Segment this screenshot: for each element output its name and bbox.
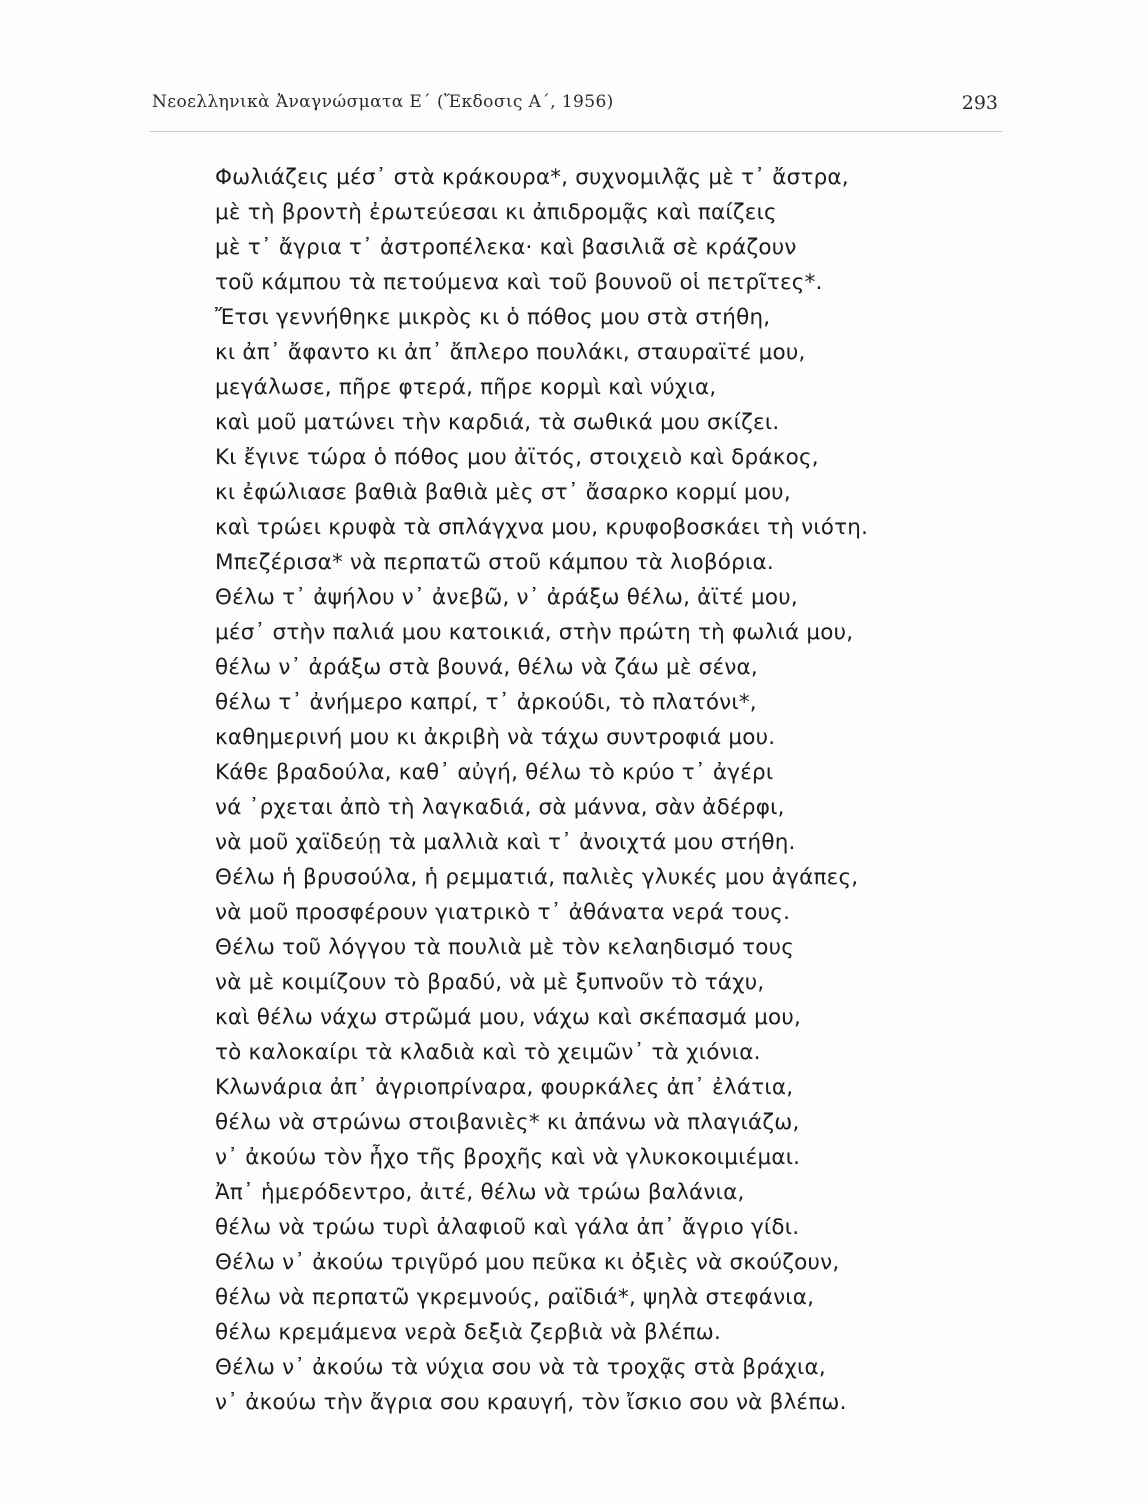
poem-line: Θέλω ν᾽ ἀκούω τριγῦρό μου πεῦκα κι ὀξιὲς νὰ σκούζουν, <box>215 1250 840 1275</box>
poem-line: Ἀπ᾽ ἡμερόδεντρο, ἀιτέ, θέλω νὰ τρώω βαλάνια, <box>215 1180 745 1205</box>
poem-line: θέλω ν᾽ ἀράξω στὰ βουνά, θέλω νὰ ζάω μὲ σένα, <box>215 655 758 680</box>
poem-line: θέλω νὰ στρώνω στοιβανιὲς* κι ἀπάνω νὰ πλαγιάζω, <box>215 1110 800 1135</box>
poem-line: καὶ τρώει κρυφὰ τὰ σπλάγχνα μου, κρυφοβοσκάει τὴ νιότη. <box>215 515 869 540</box>
poem-line: θέλω τ᾽ ἀνήμερο καπρί, τ᾽ ἀρκούδι, τὸ πλατόνι*, <box>215 690 757 715</box>
header-rule <box>150 131 1002 132</box>
poem-line: Μπεζέρισα* νὰ περπατῶ στοῦ κάμπου τὰ λιοβόρια. <box>215 550 774 575</box>
poem-line: ν᾽ ἀκούω τὴν ἄγρια σου κραυγή, τὸν ἴσκιο σου νὰ βλέπω. <box>215 1390 847 1415</box>
poem-line: νά ᾽ρχεται ἀπὸ τὴ λαγκαδιά, σὰ μάννα, σὰν ἀδέρφι, <box>215 795 785 820</box>
poem-line: Ἔτσι γεννήθηκε μικρὸς κι ὁ πόθος μου στὰ στήθη, <box>215 305 771 330</box>
poem-line: κι ἀπ᾽ ἄφαντο κι ἀπ᾽ ἄπλερο πουλάκι, σταυραϊτέ μου, <box>215 340 806 365</box>
header-title: Νεοελληνικὰ Ἀναγνώσματα Ε΄ (Ἔκδοσις Α΄, 1956) <box>152 92 614 112</box>
poem-line: νὰ μὲ κοιμίζουν τὸ βραδύ, νὰ μὲ ξυπνοῦν τὸ τάχυ, <box>215 970 765 995</box>
poem-line: μέσ᾽ στὴν παλιά μου κατοικιά, στὴν πρώτη τὴ φωλιά μου, <box>215 620 854 645</box>
poem-line: Θέλω ἡ βρυσούλα, ἡ ρεμματιά, παλιὲς γλυκές μου ἀγάπες, <box>215 865 859 890</box>
poem-line: κι ἐφώλιασε βαθιὰ βαθιὰ μὲς στ᾽ ἄσαρκο κορμί μου, <box>215 480 791 505</box>
poem-line: θέλω νὰ τρώω τυρὶ ἀλαφιοῦ καὶ γάλα ἀπ᾽ ἄγριο γίδι. <box>215 1215 800 1240</box>
poem-line: Θέλω τ᾽ ἀψήλου ν᾽ ἀνεβῶ, ν᾽ ἀράξω θέλω, ἀϊτέ μου, <box>215 585 798 610</box>
poem-line: νὰ μοῦ χαϊδεύῃ τὰ μαλλιὰ καὶ τ᾽ ἀνοιχτά μου στήθη. <box>215 830 796 855</box>
running-header <box>152 92 998 126</box>
page-number: 293 <box>961 92 998 114</box>
poem-line: καὶ θέλω νάχω στρῶμά μου, νάχω καὶ σκέπασμά μου, <box>215 1005 802 1030</box>
poem-line: μεγάλωσε, πῆρε φτερά, πῆρε κορμὶ καὶ νύχια, <box>215 375 717 400</box>
poem-line: θέλω νὰ περπατῶ γκρεμνούς, ραϊδιά*, ψηλὰ στεφάνια, <box>215 1285 815 1310</box>
poem-line: ν᾽ ἀκούω τὸν ἦχο τῆς βροχῆς καὶ νὰ γλυκοκοιμιέμαι. <box>215 1145 801 1170</box>
poem-body <box>215 160 1015 1420</box>
poem-line: νὰ μοῦ προσφέρουν γιατρικὸ τ᾽ ἀθάνατα νερά τους. <box>215 900 791 925</box>
poem-line: Φωλιάζεις μέσ᾽ στὰ κράκουρα*, συχνομιλᾷς μὲ τ᾽ ἄστρα, <box>215 165 849 190</box>
poem-line: Κάθε βραδούλα, καθ᾽ αὐγή, θέλω τὸ κρύο τ᾽ ἀγέρι <box>215 760 774 785</box>
poem-line: θέλω κρεμάμενα νερὰ δεξιὰ ζερβιὰ νὰ βλέπω. <box>215 1320 722 1345</box>
poem-line: μὲ τὴ βροντὴ ἐρωτεύεσαι κι ἀπιδρομᾷς καὶ παίζεις <box>215 200 777 225</box>
poem-line: Κλωνάρια ἀπ᾽ ἀγριοπρίναρα, φουρκάλες ἀπ᾽ ἐλάτια, <box>215 1075 794 1100</box>
poem-line: μὲ τ᾽ ἄγρια τ᾽ ἀστροπέλεκα· καὶ βασιλιᾶ σὲ κράζουν <box>215 235 797 260</box>
poem-line: Θέλω τοῦ λόγγου τὰ πουλιὰ μὲ τὸν κελαηδισμό τους <box>215 935 795 960</box>
poem-line: Κι ἔγινε τώρα ὁ πόθος μου ἀϊτός, στοιχειὸ καὶ δράκος, <box>215 445 819 470</box>
poem-line: Θέλω ν᾽ ἀκούω τὰ νύχια σου νὰ τὰ τροχᾷς στὰ βράχια, <box>215 1355 826 1380</box>
poem-line: καθημερινή μου κι ἀκριβὴ νὰ τάχω συντροφιά μου. <box>215 725 776 750</box>
poem-line: τὸ καλοκαίρι τὰ κλαδιὰ καὶ τὸ χειμῶν᾽ τὰ χιόνια. <box>215 1040 761 1065</box>
poem-line: τοῦ κάμπου τὰ πετούμενα καὶ τοῦ βουνοῦ οἱ πετρῖτες*. <box>215 270 823 295</box>
poem-line: καὶ μοῦ ματώνει τὴν καρδιά, τὰ σωθικά μου σκίζει. <box>215 410 780 435</box>
